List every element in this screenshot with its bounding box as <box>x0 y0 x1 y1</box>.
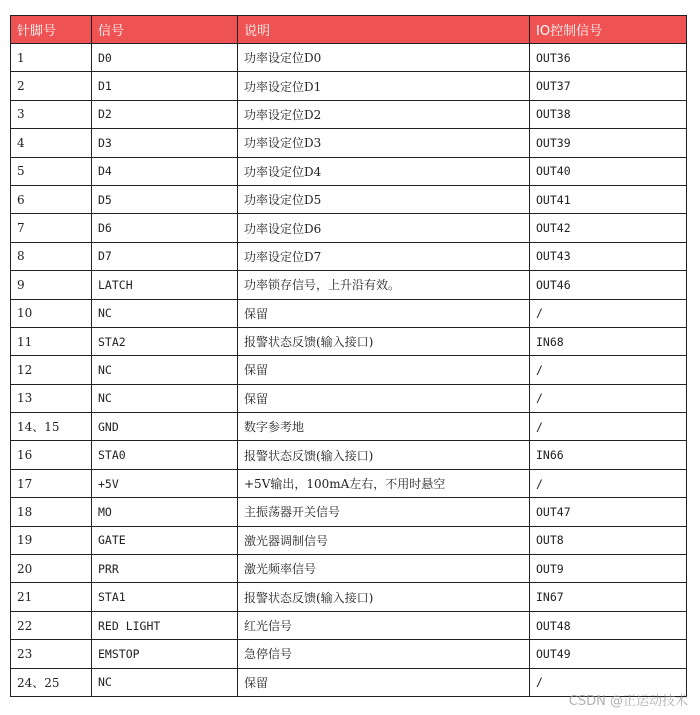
pin-cell: 3 <box>11 100 92 128</box>
table-row <box>11 299 687 327</box>
table-row <box>11 44 687 72</box>
table-row <box>11 157 687 185</box>
table-row <box>11 271 687 299</box>
table-row <box>11 242 687 270</box>
pin-cell: 24、25 <box>11 668 92 696</box>
io-signal-cell: OUT37 <box>530 72 687 100</box>
table-row <box>11 327 687 355</box>
description-cell: 保留 <box>238 299 530 327</box>
description-cell: 功率设定位D7 <box>238 242 530 270</box>
pin-cell: 1 <box>11 44 92 72</box>
signal-cell: NC <box>92 299 238 327</box>
description-cell: 保留 <box>238 384 530 412</box>
pin-cell: 2 <box>11 72 92 100</box>
table-row <box>11 413 687 441</box>
description-cell: 保留 <box>238 356 530 384</box>
signal-cell: STA2 <box>92 327 238 355</box>
io-signal-cell: OUT49 <box>530 640 687 668</box>
header-pin: 针脚号 <box>11 16 92 44</box>
table-row <box>11 100 687 128</box>
description-cell: 数字参考地 <box>238 413 530 441</box>
pin-cell: 19 <box>11 526 92 554</box>
pin-cell: 8 <box>11 242 92 270</box>
description-cell: 功率锁存信号，上升沿有效。 <box>238 271 530 299</box>
table-row <box>11 72 687 100</box>
io-signal-cell: / <box>530 469 687 497</box>
table-row <box>11 129 687 157</box>
description-cell: 报警状态反馈(输入接口) <box>238 583 530 611</box>
description-cell: 功率设定位D4 <box>238 157 530 185</box>
description-cell: 红光信号 <box>238 611 530 639</box>
table-row <box>11 441 687 469</box>
watermark: CSDN @正运动技术 <box>568 694 688 709</box>
signal-cell: D2 <box>92 100 238 128</box>
description-cell: 激光器调制信号 <box>238 526 530 554</box>
description-cell: 功率设定位D1 <box>238 72 530 100</box>
signal-cell: EMSTOP <box>92 640 238 668</box>
table-row <box>11 384 687 412</box>
table-row <box>11 185 687 213</box>
pin-cell: 22 <box>11 611 92 639</box>
pin-cell: 17 <box>11 469 92 497</box>
table-row <box>11 583 687 611</box>
table-body <box>11 44 687 697</box>
description-cell: 功率设定位D3 <box>238 129 530 157</box>
pin-cell: 21 <box>11 583 92 611</box>
signal-cell: D1 <box>92 72 238 100</box>
signal-cell: MO <box>92 498 238 526</box>
io-signal-cell: OUT38 <box>530 100 687 128</box>
header-description: 说明 <box>238 16 530 44</box>
io-signal-cell: OUT46 <box>530 271 687 299</box>
table-row <box>11 640 687 668</box>
header-io-signal: IO控制信号 <box>530 16 687 44</box>
description-cell: 急停信号 <box>238 640 530 668</box>
pin-cell: 7 <box>11 214 92 242</box>
io-signal-cell: OUT39 <box>530 129 687 157</box>
description-cell: +5V输出，100mA左右，不用时悬空 <box>238 469 530 497</box>
description-cell: 功率设定位D6 <box>238 214 530 242</box>
description-cell: 保留 <box>238 668 530 696</box>
signal-cell: D7 <box>92 242 238 270</box>
signal-cell: STA0 <box>92 441 238 469</box>
io-signal-cell: IN66 <box>530 441 687 469</box>
pin-cell: 9 <box>11 271 92 299</box>
pin-cell: 14、15 <box>11 413 92 441</box>
pin-cell: 23 <box>11 640 92 668</box>
io-signal-cell: OUT47 <box>530 498 687 526</box>
description-cell: 激光频率信号 <box>238 555 530 583</box>
io-signal-cell: OUT42 <box>530 214 687 242</box>
signal-cell: STA1 <box>92 583 238 611</box>
io-signal-cell: / <box>530 356 687 384</box>
table-header <box>11 16 687 44</box>
signal-cell: PRR <box>92 555 238 583</box>
io-signal-cell: OUT8 <box>530 526 687 554</box>
header-signal: 信号 <box>92 16 238 44</box>
io-signal-cell: OUT43 <box>530 242 687 270</box>
signal-cell: NC <box>92 384 238 412</box>
description-cell: 报警状态反馈(输入接口) <box>238 327 530 355</box>
table-row <box>11 526 687 554</box>
signal-cell: LATCH <box>92 271 238 299</box>
io-signal-cell: / <box>530 299 687 327</box>
table-row <box>11 214 687 242</box>
pin-cell: 5 <box>11 157 92 185</box>
description-cell: 主振荡器开关信号 <box>238 498 530 526</box>
table-row <box>11 555 687 583</box>
io-signal-cell: OUT36 <box>530 44 687 72</box>
io-signal-cell: IN68 <box>530 327 687 355</box>
io-signal-cell: OUT9 <box>530 555 687 583</box>
pin-cell: 16 <box>11 441 92 469</box>
io-signal-cell: / <box>530 413 687 441</box>
table-row <box>11 498 687 526</box>
io-signal-cell: OUT40 <box>530 157 687 185</box>
signal-cell: GATE <box>92 526 238 554</box>
description-cell: 功率设定位D2 <box>238 100 530 128</box>
signal-cell: D0 <box>92 44 238 72</box>
signal-cell: D5 <box>92 185 238 213</box>
pin-cell: 13 <box>11 384 92 412</box>
signal-cell: NC <box>92 356 238 384</box>
table-row <box>11 611 687 639</box>
description-cell: 报警状态反馈(输入接口) <box>238 441 530 469</box>
description-cell: 功率设定位D0 <box>238 44 530 72</box>
header-row <box>11 16 687 44</box>
signal-cell: D4 <box>92 157 238 185</box>
pin-cell: 12 <box>11 356 92 384</box>
pin-cell: 20 <box>11 555 92 583</box>
pin-cell: 4 <box>11 129 92 157</box>
signal-cell: NC <box>92 668 238 696</box>
table-row <box>11 356 687 384</box>
io-signal-cell: / <box>530 668 687 696</box>
io-signal-cell: OUT41 <box>530 185 687 213</box>
signal-cell: +5V <box>92 469 238 497</box>
signal-cell: D6 <box>92 214 238 242</box>
pin-cell: 10 <box>11 299 92 327</box>
signal-cell: D3 <box>92 129 238 157</box>
io-signal-cell: OUT48 <box>530 611 687 639</box>
io-signal-cell: IN67 <box>530 583 687 611</box>
description-cell: 功率设定位D5 <box>238 185 530 213</box>
table-row <box>11 469 687 497</box>
pin-cell: 6 <box>11 185 92 213</box>
pin-cell: 18 <box>11 498 92 526</box>
pin-definition-table <box>10 15 687 697</box>
signal-cell: GND <box>92 413 238 441</box>
io-signal-cell: / <box>530 384 687 412</box>
signal-cell: RED LIGHT <box>92 611 238 639</box>
pin-cell: 11 <box>11 327 92 355</box>
